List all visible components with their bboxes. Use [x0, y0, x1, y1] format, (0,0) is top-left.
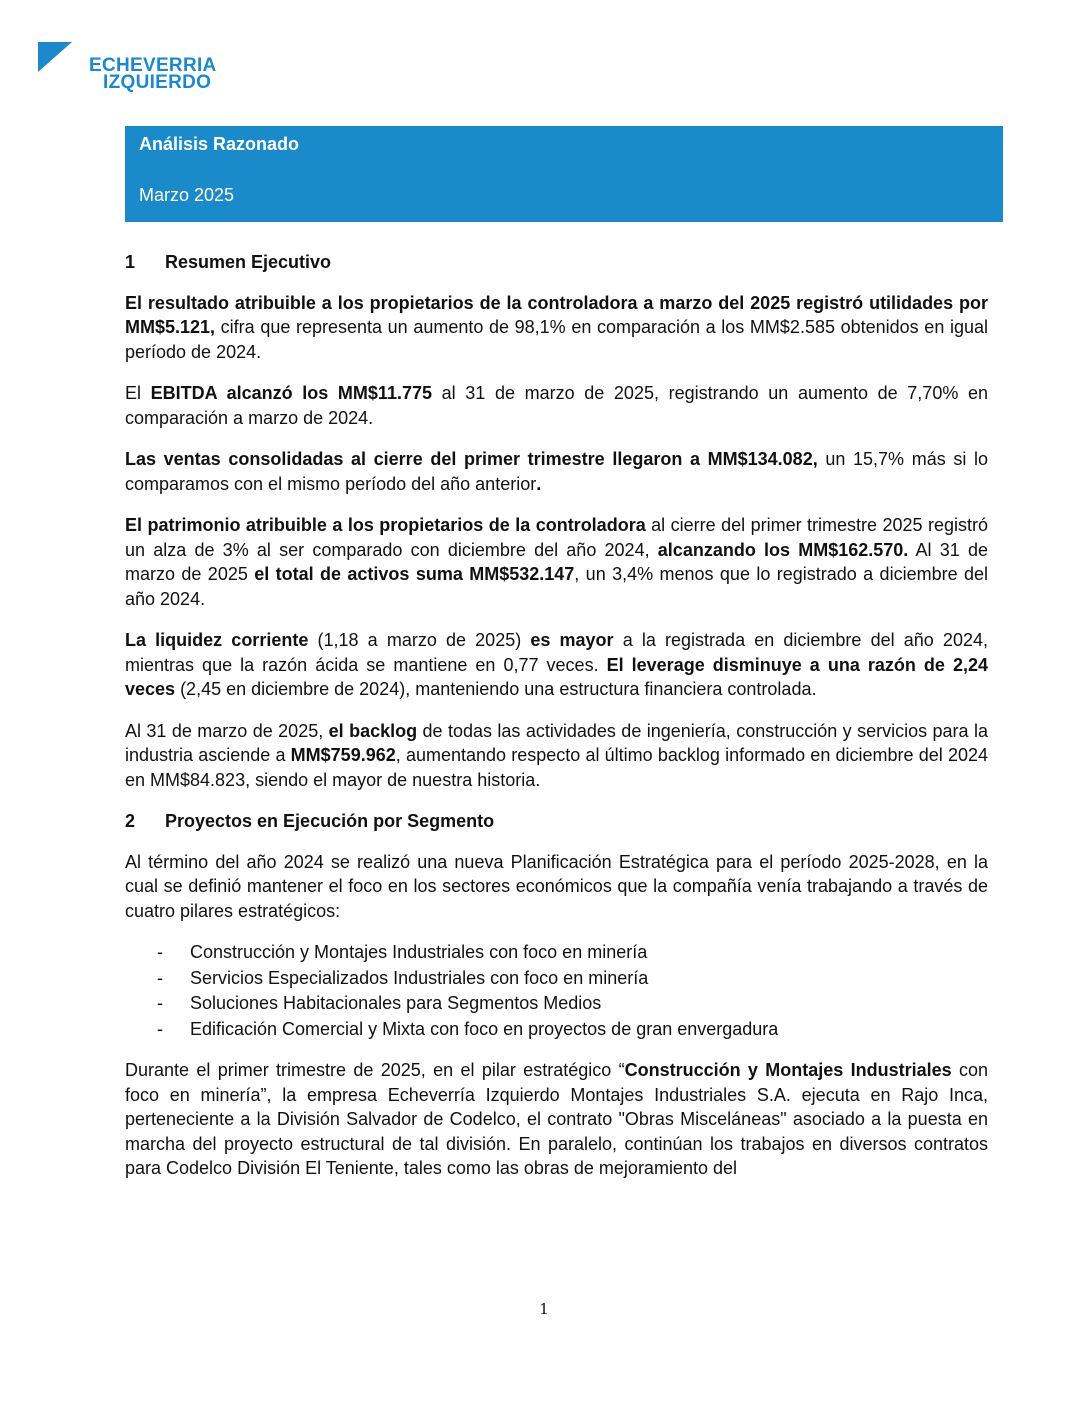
paragraph-equity: El patrimonio atribuible a los propietarios de la controladora al cierre del primer trimestre 2025 registró un alza de 3% al ser comparado con diciembre del año 2024, alcanzando los MM$162.570. Al 31 de marzo de 2025 el total de activos suma MM$532.147, un 3,4% menos que lo registrado a diciembre del año 2024.	[125, 515, 989, 609]
company-logo	[38, 42, 238, 92]
logo-wordmark	[89, 57, 217, 91]
section-heading-2: 2 Proyectos en Ejecución por Segmento	[125, 811, 495, 831]
paragraph-ebitda: El EBITDA alcanzó los MM$11.775 al 31 de marzo de 2025, registrando un aumento de 7,70% en comparación a marzo de 2024.	[125, 383, 988, 428]
document-period: Marzo 2025	[139, 185, 235, 205]
logo-line-2: IZQUIERDO	[103, 72, 212, 93]
paragraph-net-income: El resultado atribuible a los propietarios de la controladora a marzo del 2025 registró utilidades por MM$5.121, cifra que representa un aumento de 98,1% en comparación a los MM$2.585 obtenidos en igual período de 2024.	[125, 292, 988, 362]
document-body	[125, 250, 988, 1198]
list-item: - Servicios Especializados Industriales con foco en minería	[157, 967, 649, 988]
list-item: - Construcción y Montajes Industriales con foco en minería	[157, 942, 648, 962]
logo-line-1: ECHEVERRIA	[89, 55, 217, 76]
list-item: - Soluciones Habitacionales para Segmentos Medios	[157, 993, 602, 1013]
paragraph-sales: Las ventas consolidadas al cierre del primer trimestre llegaron a MM$134.082, un 15,7% más si lo comparamos con el mismo período del año anterior.	[125, 449, 988, 494]
section-heading-1: 1 Resumen Ejecutivo	[125, 252, 332, 272]
logo-triangle-icon	[38, 42, 72, 72]
list-item: - Edificación Comercial y Mixta con foco en proyectos de gran envergadura	[157, 1018, 779, 1039]
page-number: 1	[539, 1300, 549, 1318]
document-title: Análisis Razonado	[139, 134, 300, 154]
paragraph-construction-pillar: Durante el primer trimestre de 2025, en el pilar estratégico “Construcción y Montajes Industriales con foco en minería”, la empresa Echeverría Izquierdo Montajes Industriales S.A. ejecuta en Rajo Inca, perteneciente a la División Salvador de Codelco, el contrato "Obras Misceláneas" asociado a la puesta en marcha del proyecto estructural de tal división. En paralelo, continúan los trabajos en diversos contratos para Codelco División El Teniente, tales como las obras de mejoramiento del	[125, 1060, 989, 1178]
paragraph-liquidity: La liquidez corriente (1,18 a marzo de 2025) es mayor a la registrada en diciembre del año 2024, mientras que la razón ácida se mantiene en 0,77 veces. El leverage disminuye a una razón de 2,24 veces (2,45 en diciembre de 2024), manteniendo una estructura financiera controlada.	[125, 630, 988, 699]
paragraph-strategy-intro: Al término del año 2024 se realizó una nueva Planificación Estratégica para el período 2025-2028, en la cual se definió mantener el foco en los sectores económicos que la compañía venía trabajando a través de cuatro pilares estratégicos:	[125, 851, 988, 921]
paragraph-backlog: Al 31 de marzo de 2025, el backlog de todas las actividades de ingeniería, construcción y servicios para la industria asciende a MM$759.962, aumentando respecto al último backlog informado en diciembre del 2024 en MM$84.823, siendo el mayor de nuestra historia.	[125, 720, 988, 790]
strategic-pillars-list	[125, 940, 988, 1042]
title-banner	[125, 126, 1003, 222]
